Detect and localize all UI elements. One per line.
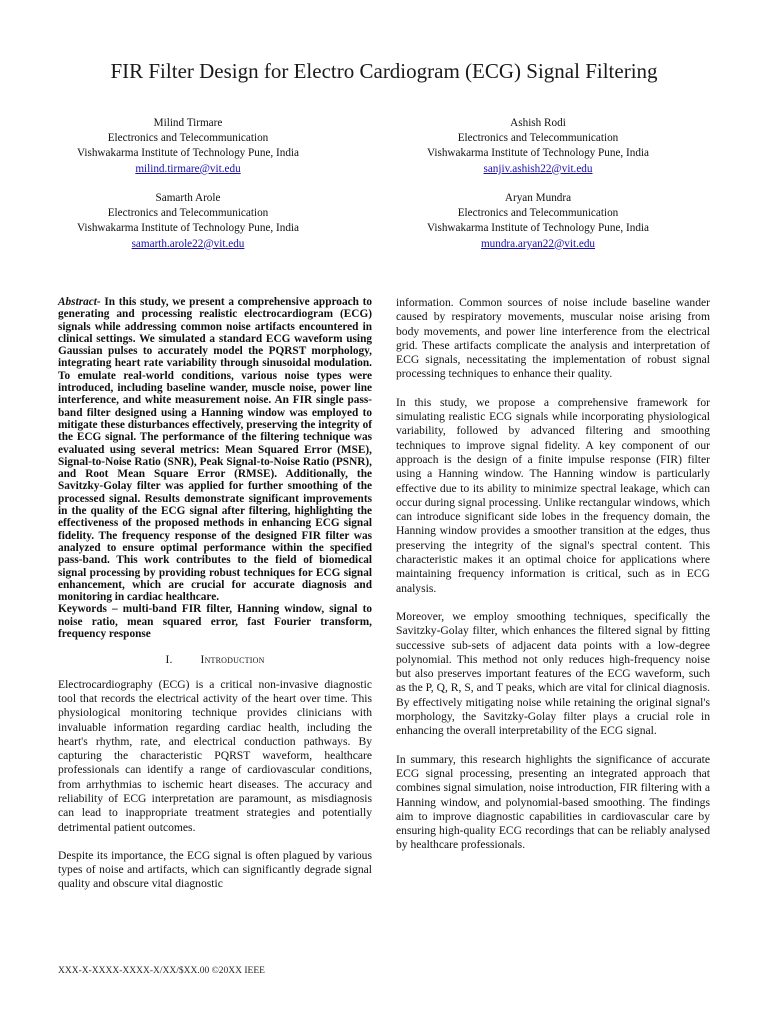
author-institute: Vishwakarma Institute of Technology Pune, India bbox=[76, 222, 300, 235]
author-email-link[interactable]: sanjiv.ashish22@vit.edu bbox=[483, 162, 593, 175]
author-dept: Electronics and Telecommunication bbox=[107, 207, 269, 220]
section-title: Introduction bbox=[200, 654, 265, 667]
author-name: Samarth Arole bbox=[155, 192, 221, 204]
author-email-link[interactable]: samarth.arole22@vit.edu bbox=[131, 237, 245, 250]
paragraph: In this study, we propose a comprehensive framework for simulating realistic ECG signals while incorporating physiological variability, followed by advanced filtering and smoothing techniques to improve signal fidelity. A key component of our approach is the design of a finite impulse response (FIR) filter using a Hanning window. The Hanning window is particularly effective due to its ability to minimize spectral leakage, which can occur during signal processing. Unlike rectangular windows, which can introduce significant side lobes in the frequency domain, the Hanning window provides a smoother transition at the edges, thus preserving the integrity of the signal's spectral content. This characteristic makes it an optimal choice for applications where maintaining frequency information is critical, such as in ECG analysis. bbox=[396, 395, 710, 595]
author-name: Aryan Mundra bbox=[504, 192, 572, 204]
author-block-3 bbox=[23, 191, 353, 252]
author-name: Ashish Rodi bbox=[510, 117, 566, 129]
author-email-link[interactable]: mundra.aryan22@vit.edu bbox=[480, 237, 596, 250]
copyright-footer: XXX-X-XXXX-XXXX-X/XX/$XX.00 ©20XX IEEE bbox=[58, 966, 265, 976]
abstract-label: Abstract- bbox=[58, 296, 101, 308]
abstract bbox=[58, 296, 372, 603]
paragraph: Electrocardiography (ECG) is a critical non-invasive diagnostic tool that records the electrical activity of the heart over time. This physiological monitoring technique provides clinicians with invaluable information regarding cardiac health, including the heart's rhythm, rate, and electrical conduction pathways. By capturing the characteristic PQRST waveform, healthcare professionals can identify a range of cardiovascular conditions, from arrhythmias to ischemic heart diseases. The accuracy and reliability of ECG interpretation are paramount, as misdiagnosis can lead to inappropriate treatment strategies and potentially detrimental patient outcomes. bbox=[58, 677, 372, 834]
author-block-1 bbox=[23, 116, 353, 177]
author-block-4 bbox=[373, 191, 703, 252]
abstract-text: In this study, we present a comprehensive approach to generating and processing realistic electrocardiogram (ECG) signals while addressing common noise artifacts encountered in clinical settings. We simulated a standard ECG waveform using Gaussian pulses to accurately model the PQRST morphology, integrating heart rate variability through sinusoidal modulation. To emulate real-world conditions, various noise types were introduced, including baseline wander, muscle noise, power line interference, and white measurement noise. An FIR single pass-band filter designed using a Hanning window was employed to mitigate these disturbances effectively, preserving the integrity of the ECG signal. The performance of the filtering technique was evaluated using several metrics: Mean Squared Error (MSE), Signal-to-Noise Ratio (SNR), Peak Signal-to-Noise Ratio (PSNR), and Root Mean Square Error (RMSE). Additionally, the Savitzky-Golay filter was applied for further smoothing of the processed signal. Results demonstrate significant improvements in the quality of the ECG signal after filtering, highlighting the effectiveness of the proposed methods in enhancing ECG signal fidelity. The frequency response of the designed FIR filter was analyzed to ensure optimal performance within the specified pass-band. This work contributes to the field of biomedical signal processing by providing robust techniques for ECG signal enhancement, which are crucial for accurate diagnosis and monitoring in cardiac healthcare. bbox=[58, 296, 372, 604]
author-institute: Vishwakarma Institute of Technology Pune, India bbox=[76, 147, 300, 160]
right-column bbox=[396, 296, 710, 853]
section-heading bbox=[58, 653, 372, 667]
left-column bbox=[58, 296, 372, 892]
author-dept: Electronics and Telecommunication bbox=[457, 207, 619, 220]
paragraph: In summary, this research highlights the significance of accurate ECG signal processing, presenting an integrated approach that combines signal simulation, noise introduction, FIR filtering with a Hanning window, and polynomial-based smoothing. The findings aim to improve diagnostic capabilities in cardiovascular care by ensuring high-quality ECG recordings that can be reliably analysed by healthcare professionals. bbox=[396, 752, 710, 852]
author-name: Milind Tirmare bbox=[153, 117, 223, 129]
author-dept: Electronics and Telecommunication bbox=[107, 132, 269, 145]
author-dept: Electronics and Telecommunication bbox=[457, 132, 619, 145]
author-block-2 bbox=[373, 116, 703, 177]
section-number: I. bbox=[165, 654, 173, 667]
author-email-link[interactable]: milind.tirmare@vit.edu bbox=[135, 162, 241, 175]
author-institute: Vishwakarma Institute of Technology Pune, India bbox=[426, 147, 650, 160]
paragraph: information. Common sources of noise include baseline wander caused by respiratory movements, muscular noise arising from body movements, and power line interference from the electrical grid. These artifacts complicate the analysis and interpretation of ECG signals, necessitating the implementation of robust signal processing techniques to enhance their quality. bbox=[396, 296, 710, 381]
paragraph: Despite its importance, the ECG signal is often plagued by various types of noise and artifacts, which can significantly degrade signal quality and obscure vital diagnostic bbox=[58, 848, 372, 891]
paragraph: Moreover, we employ smoothing techniques, specifically the Savitzky-Golay filter, which enhances the filtered signal by fitting successive sub-sets of adjacent data points with a low-degree polynomial. This method not only reduces high-frequency noise but also preserves important features of the ECG waveform, such as the P, Q, R, S, and T peaks, which are vital for clinical diagnosis. By effectively mitigating noise while retaining the original signal's morphology, the Savitzky-Golay filter plays a crucial role in enhancing the overall interpretability of the ECG signal. bbox=[396, 609, 710, 738]
paper-title: FIR Filter Design for Electro Cardiogram (ECG) Signal Filtering bbox=[110, 59, 658, 83]
keywords: Keywords – multi-band FIR filter, Hanning window, signal to noise ratio, mean squared error, fast Fourier transform, frequency response bbox=[58, 603, 372, 641]
author-institute: Vishwakarma Institute of Technology Pune, India bbox=[426, 222, 650, 235]
